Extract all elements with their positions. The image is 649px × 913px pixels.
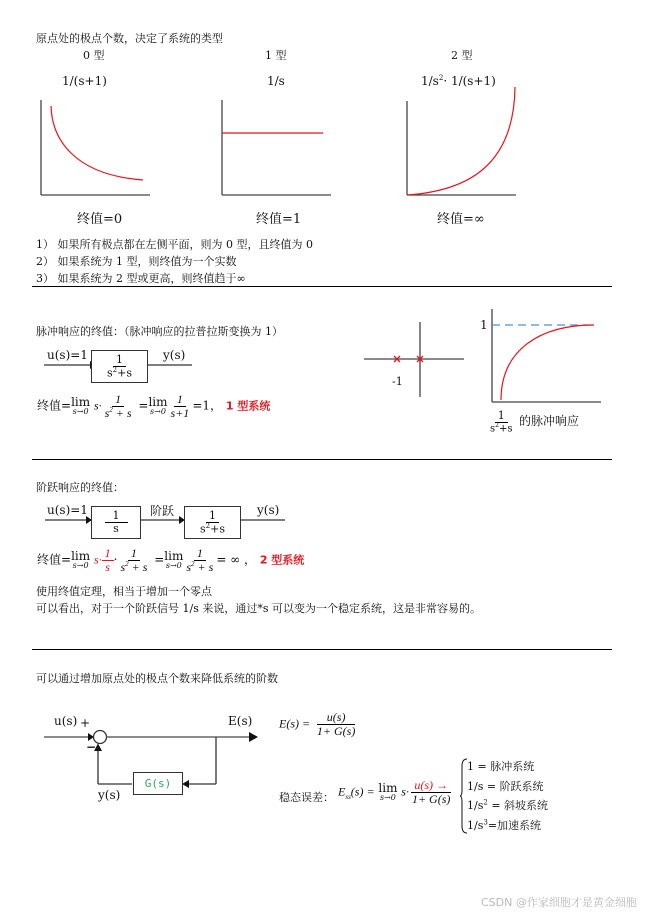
impulse-input-label: u(s)=1: [47, 348, 88, 362]
steady-state-formula: $E_{ss}(s)$ = lim s→0 s· $\frac{u(s) \to}{1+ G(s)}$: [338, 778, 451, 806]
step-transfer-block: $\frac{1}{s^2+s}$: [184, 506, 241, 539]
section4-title: 可以通过增加原点处的极点个数来降低系统的阶数: [36, 672, 278, 685]
impulse-output-label: y(s): [163, 348, 186, 362]
step-note-2: 可以看出，对于一个阶跃信号 1/s 来说，通过*s 可以变为一个稳定系统，这是非常容易的。: [36, 602, 481, 615]
section2-title: 脉冲响应的终值：（脉冲响应的拉普拉斯变换为 1）: [36, 325, 283, 338]
note-3: 3） 如果系统为 2 型或更高，则终值趋于∞: [36, 272, 246, 285]
step-mid-label: 阶跃: [150, 504, 175, 518]
impulse-response-plot: [491, 309, 603, 403]
note-2: 2） 如果系统为 1 型，则终值为一个实数: [36, 255, 237, 268]
step-final-value-formula: 终值= lim s→0 s· $\frac{1}{s}$ · $\frac{1}{s^2 + s}$ = lim s→0 $\frac{1}{s^2 + s}$ = ∞ ， 2 型系统: [37, 546, 305, 574]
impulse-plot-caption: $\frac{1}{s^2+s}$ 的脉冲响应: [490, 409, 579, 434]
case-step: 1/s = 阶跃系统: [467, 780, 544, 793]
section1-title: 原点处的极点个数，决定了系统的类型: [36, 32, 223, 45]
g-block: G(s): [133, 772, 183, 795]
divider-2: [32, 459, 612, 460]
step-signal-line: [45, 518, 290, 522]
impulse-transfer-block: $\frac{1}{s^2+s}$: [91, 350, 148, 383]
divider-1: [32, 286, 612, 287]
case-ramp: $1/s^2$ = 斜坡系统: [467, 798, 549, 812]
type0-label: 0 型: [83, 49, 105, 62]
type1-final-value: 终值=1: [256, 212, 302, 227]
step-input-label: u(s)=1: [47, 503, 88, 517]
type2-label: 2 型: [451, 49, 473, 62]
pole-label: -1: [392, 375, 403, 388]
plus-sign: +: [80, 716, 91, 730]
error-formula: E(s) = $\frac{u(s)}{1+ G(s)}$: [279, 710, 356, 738]
type0-transfer-function: 1/(s+1): [62, 74, 107, 88]
type2-tag: 2 型系统: [259, 553, 305, 567]
loop-input-label: u(s): [54, 714, 78, 728]
steady-state-label: 稳态误差：: [279, 791, 334, 804]
type1-label: 1 型: [265, 49, 287, 62]
type1-transfer-function: 1/s: [267, 74, 285, 88]
step-output-label: y(s): [257, 503, 280, 517]
loop-feedback-label: y(s): [98, 788, 121, 802]
type1-response-plot: [221, 100, 333, 196]
type0-final-value: 终值=0: [77, 212, 123, 227]
type2-final-value: 终值=∞: [437, 212, 485, 227]
case-impulse: 1 = 脉冲系统: [467, 760, 535, 773]
impulse-final-value-formula: 终值= lim s→0 s· $\frac{1}{s^2 + s}$ = lim s→0 $\frac{1}{s+1}$ =1， 1 型系统: [37, 392, 271, 420]
type2-transfer-function: $1/s^2\cdot 1/(s+1)$: [421, 74, 496, 88]
case-acceleration: $1/s^3=$加速系统: [467, 818, 542, 832]
loop-output-label: E(s): [228, 714, 253, 728]
type1-tag: 1 型系统: [225, 399, 271, 413]
divider-3: [32, 649, 612, 650]
pole-zero-plot: [364, 322, 466, 398]
note-1: 1） 如果所有极点都在左侧平面，则为 0 型，且终值为 0: [36, 238, 313, 251]
type0-response-plot: [40, 100, 152, 196]
csdn-watermark: CSDN @作家细胞才是黄金细胞: [481, 896, 637, 909]
step-note-1: 使用终值定理，相当于增加一个零点: [36, 585, 212, 598]
impulse-plot-y-label: 1: [480, 318, 488, 332]
step-integrator-block: $\frac{1}{s}$: [91, 506, 141, 539]
minus-sign: −: [86, 740, 97, 754]
type2-response-plot: [406, 87, 518, 196]
section3-title: 阶跃响应的终值：: [36, 481, 124, 494]
